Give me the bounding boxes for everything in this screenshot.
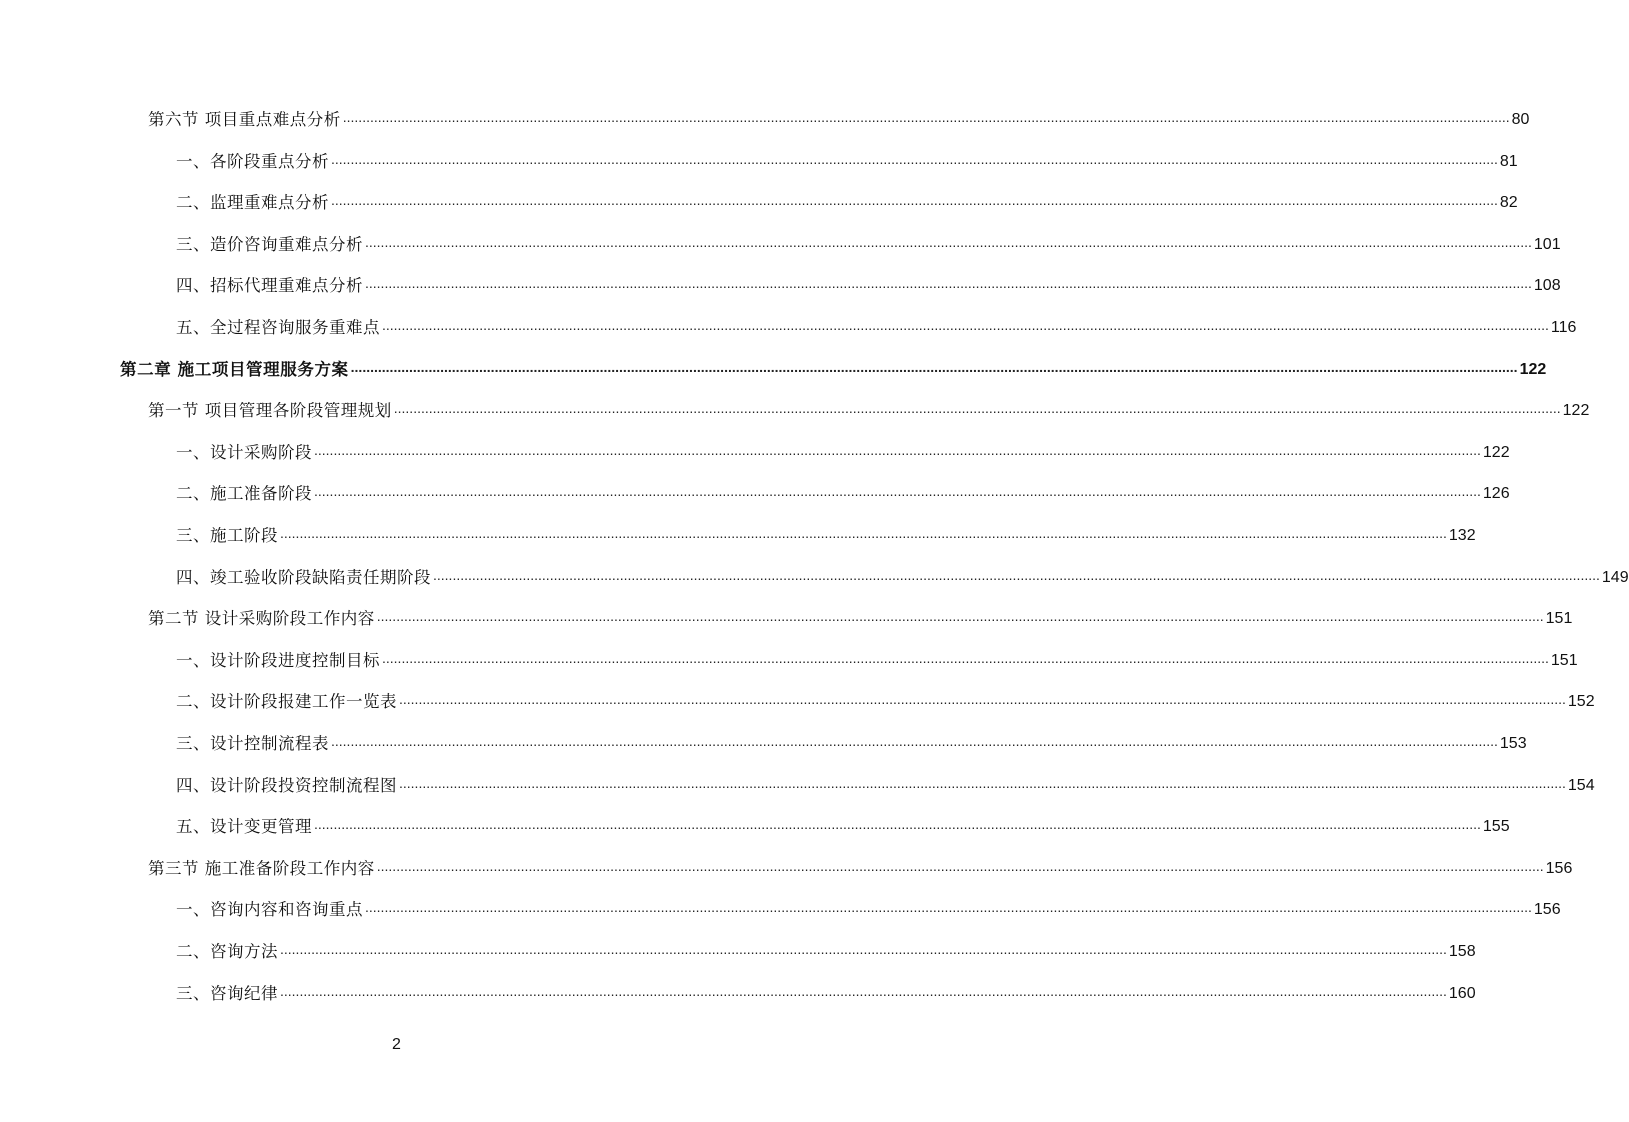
toc-dot-leader: ............................................................................................................................................................................................................................................................................................................ <box>314 483 1481 500</box>
toc-dot-leader: ............................................................................................................................................................................................................................................................................................................ <box>399 691 1566 708</box>
toc-dot-leader: ............................................................................................................................................................................................................................................................................................................ <box>365 275 1532 292</box>
toc-entry-page-number: 160 <box>1448 984 1476 1002</box>
toc-entry-title: 二、施工准备阶段 <box>176 484 312 504</box>
toc-entry-page-number: 132 <box>1448 527 1476 544</box>
toc-entry-page-number: 151 <box>1545 610 1573 628</box>
toc-entry-item[interactable] <box>176 561 1629 589</box>
toc-entry-section[interactable] <box>148 602 1573 630</box>
toc-entry-title: 四、竣工验收阶段缺陷责任期阶段 <box>176 567 431 587</box>
toc-dot-leader: ............................................................................................................................................................................................................................................................................................................ <box>280 982 1447 999</box>
toc-entry-title: 第二章 施工项目管理服务方案 <box>120 359 349 379</box>
toc-entry-title: 二、监理重难点分析 <box>176 193 329 213</box>
toc-entry-page-number: 122 <box>1482 443 1510 461</box>
toc-entry-title: 第一节 项目管理各阶段管理规划 <box>148 401 392 421</box>
toc-entry-page-number: 80 <box>1511 111 1530 128</box>
toc-entry-item[interactable] <box>176 685 1595 713</box>
toc-entry-item[interactable] <box>176 810 1510 838</box>
toc-entry-item[interactable] <box>176 727 1527 755</box>
toc-entry-page-number: 116 <box>1550 319 1577 336</box>
toc-entry-item[interactable] <box>176 436 1510 464</box>
toc-entry-item[interactable] <box>176 644 1578 672</box>
toc-entry-title: 三、施工阶段 <box>176 526 278 545</box>
toc-entry-title: 一、各阶段重点分析 <box>176 151 329 171</box>
toc-entry-section[interactable] <box>148 394 1590 422</box>
toc-dot-leader: ............................................................................................................................................................................................................................................................................................................ <box>314 816 1481 833</box>
toc-dot-leader: ............................................................................................................................................................................................................................................................................................................ <box>350 358 1518 375</box>
toc-entry-page-number: 126 <box>1482 485 1510 503</box>
toc-dot-leader: ............................................................................................................................................................................................................................................................................................................ <box>331 733 1498 749</box>
toc-dot-leader: ............................................................................................................................................................................................................................................................................................................ <box>376 857 1544 874</box>
toc-entry-title: 第六节 项目重点难点分析 <box>148 110 341 129</box>
toc-entry-item[interactable] <box>176 311 1577 339</box>
toc-dot-leader: ............................................................................................................................................................................................................................................................................................................ <box>365 899 1532 916</box>
toc-entry-title: 二、设计阶段报建工作一览表 <box>176 692 397 712</box>
toc-entry-section[interactable] <box>148 103 1530 131</box>
toc-entry-page-number: 156 <box>1545 859 1573 877</box>
toc-entry-page-number: 122 <box>1519 360 1547 378</box>
toc-entry-page-number: 101 <box>1533 235 1561 253</box>
toc-dot-leader: ............................................................................................................................................................................................................................................................................................................ <box>376 608 1544 625</box>
toc-entry-chapter[interactable] <box>120 353 1547 381</box>
toc-entry-title: 二、咨询方法 <box>176 942 278 961</box>
toc-dot-leader: ............................................................................................................................................................................................................................................................................................................ <box>280 941 1447 957</box>
toc-entry-section[interactable] <box>148 852 1573 880</box>
toc-entry-title: 一、咨询内容和咨询重点 <box>176 900 363 920</box>
page-number: 2 <box>392 1036 401 1053</box>
toc-dot-leader: ............................................................................................................................................................................................................................................................................................................ <box>342 109 1510 125</box>
toc-entry-title: 一、设计采购阶段 <box>176 442 312 462</box>
toc-dot-leader: ............................................................................................................................................................................................................................................................................................................ <box>365 233 1532 250</box>
toc-entry-item[interactable] <box>176 893 1561 921</box>
toc-entry-item[interactable] <box>176 145 1518 173</box>
toc-entry-page-number: 82 <box>1499 194 1518 212</box>
toc-dot-leader: ............................................................................................................................................................................................................................................................................................................ <box>331 150 1498 167</box>
toc-dot-leader: ............................................................................................................................................................................................................................................................................................................ <box>280 525 1447 541</box>
toc-entry-page-number: 158 <box>1448 943 1476 960</box>
toc-entry-item[interactable] <box>176 769 1595 797</box>
toc-entry-title: 三、咨询纪律 <box>176 983 278 1003</box>
toc-entry-item[interactable] <box>176 477 1510 505</box>
toc-entry-title: 五、全过程咨询服务重难点 <box>176 318 380 337</box>
toc-entry-title: 一、设计阶段进度控制目标 <box>176 650 380 670</box>
toc-entry-title: 四、招标代理重难点分析 <box>176 276 363 296</box>
toc-entry-page-number: 151 <box>1550 651 1578 669</box>
toc-dot-leader: ............................................................................................................................................................................................................................................................................................................ <box>331 192 1498 209</box>
toc-dot-leader: ............................................................................................................................................................................................................................................................................................................ <box>393 400 1561 417</box>
toc-dot-leader: ............................................................................................................................................................................................................................................................................................................ <box>314 441 1481 458</box>
toc-entry-title: 三、造价咨询重难点分析 <box>176 234 363 254</box>
toc-entry-item[interactable] <box>176 935 1476 963</box>
toc-entry-title: 第二节 设计采购阶段工作内容 <box>148 609 375 629</box>
toc-dot-leader: ............................................................................................................................................................................................................................................................................................................ <box>433 566 1600 583</box>
toc-entry-item[interactable] <box>176 519 1476 547</box>
toc-entry-item[interactable] <box>176 977 1476 1005</box>
toc-entry-page-number: 81 <box>1499 152 1518 170</box>
toc-entry-item[interactable] <box>176 269 1561 297</box>
toc-entry-item[interactable] <box>176 228 1561 256</box>
toc-entry-page-number: 156 <box>1533 901 1561 919</box>
toc-dot-leader: ............................................................................................................................................................................................................................................................................................................ <box>382 649 1549 666</box>
toc-entry-page-number: 149 <box>1601 568 1629 586</box>
toc-dot-leader: ............................................................................................................................................................................................................................................................................................................ <box>399 774 1566 791</box>
toc-entry-title: 五、设计变更管理 <box>176 817 312 837</box>
toc-entry-page-number: 153 <box>1499 735 1527 752</box>
toc-entry-page-number: 152 <box>1567 693 1595 711</box>
toc-entry-title: 第三节 施工准备阶段工作内容 <box>148 858 375 878</box>
toc-entry-page-number: 155 <box>1482 818 1510 836</box>
toc-entry-title: 四、设计阶段投资控制流程图 <box>176 775 397 795</box>
toc-entry-page-number: 154 <box>1567 776 1595 794</box>
toc-entry-page-number: 122 <box>1562 402 1590 420</box>
toc-entry-page-number: 108 <box>1533 277 1561 295</box>
toc-entry-item[interactable] <box>176 186 1518 214</box>
toc-dot-leader: ............................................................................................................................................................................................................................................................................................................ <box>382 317 1549 333</box>
toc-entry-title: 三、设计控制流程表 <box>176 734 329 753</box>
